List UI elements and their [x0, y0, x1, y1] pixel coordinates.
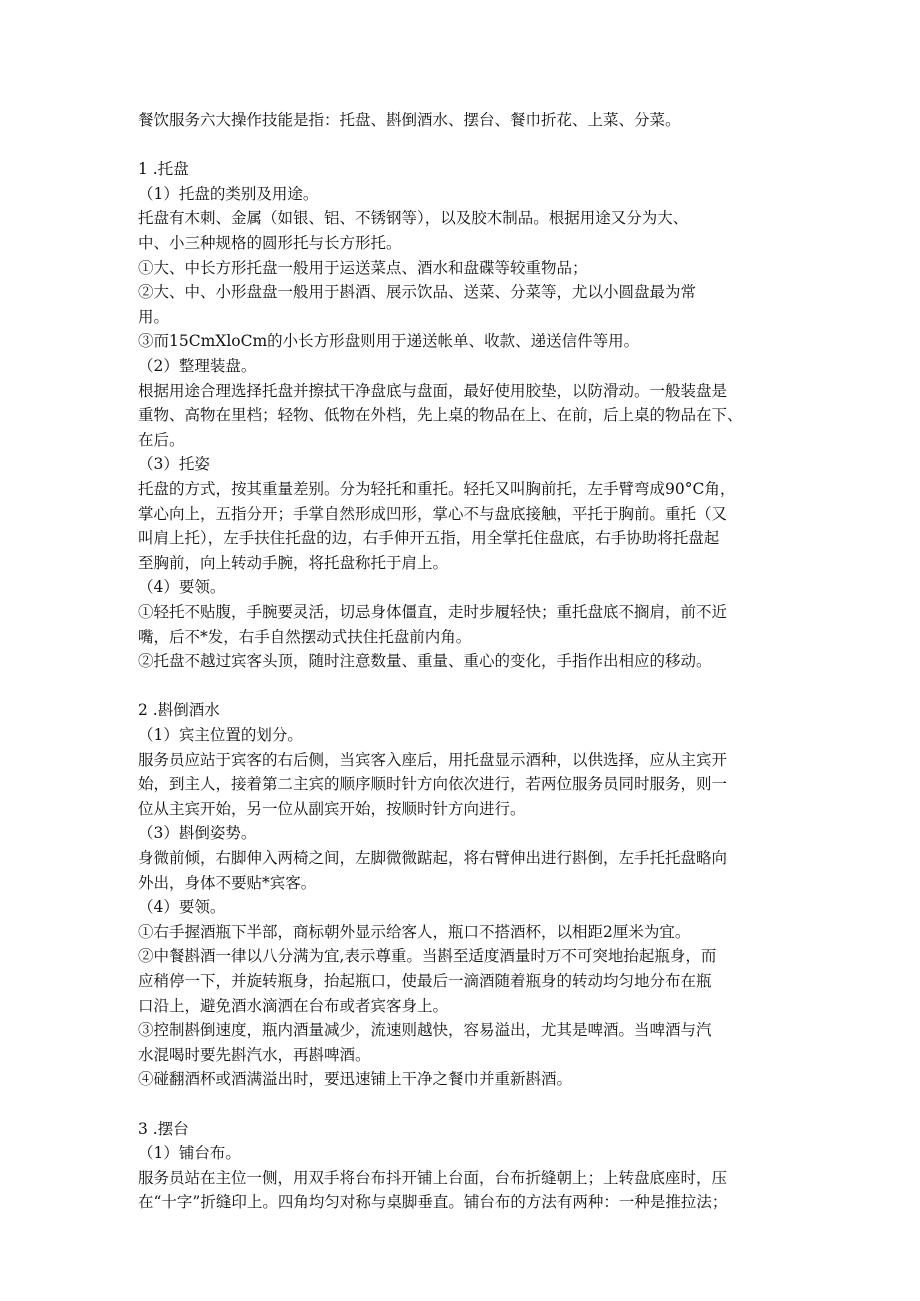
text-line: 3 .摆台 [138, 1120, 189, 1138]
text-line: ③而15CmXloCm的小长方形盘则用于递送帐单、收款、递送信件等用。 [138, 332, 640, 350]
text-line: 服务员站在主位一侧，用双手将台布抖开铺上台面，台布折缝朝上；上转盘底座时，压 [138, 1169, 728, 1187]
text-line: 至胸前，向上转动手腕，将托盘称托于肩上。 [138, 554, 449, 572]
text-line: （3）斟倒姿势。 [138, 824, 257, 842]
text-line: ①大、中长方形托盘一般用于运送菜点、酒水和盘碟等较重物品； [138, 259, 588, 277]
text-line: ①右手握酒瓶下半部，商标朝外显示给客人，瓶口不搭酒杯，以相距2厘米为宜。 [138, 923, 691, 941]
text-line: 嘴，后不*发，右手自然摆动式扶住托盘前内角。 [138, 628, 472, 646]
text-line: 外出，身体不要贴*宾客。 [138, 874, 317, 892]
text-line: 掌心向上，五指分开；手掌自然形成凹形，掌心不与盘底接触，平托于胸前。重托（又 [138, 505, 728, 523]
text-line: 1 .托盘 [138, 160, 189, 178]
text-line: （1）托盘的类别及用途。 [138, 185, 319, 203]
text-line: ②大、中、小形盘盘一般用于斟酒、展示饮品、送菜、分菜等，尤以小圆盘最为常 [138, 283, 697, 301]
text-line: ④碰翻酒杯或酒满溢出时，要迅速铺上干净之餐巾并重新斟酒。 [138, 1070, 573, 1088]
text-line: （3）托姿 [138, 455, 210, 473]
text-line: 托盘的方式，按其重量差别。分为轻托和重托。轻托又叫胸前托，左手臂弯成90°C角， [138, 480, 736, 498]
text-line: 叫肩上托），左手扶住托盘的边，右手伸开五指，用全掌托住盘底，右手协助将托盘起 [138, 529, 720, 547]
text-line: 中、小三种规格的圆形托与长方形托。 [138, 234, 402, 252]
text-line: 口沿上，避免酒水滴洒在台布或者宾客身上。 [138, 997, 449, 1015]
text-line: 根据用途合理选择托盘并擦拭干净盘底与盘面，最好使用胶垫，以防滑动。一般装盘是 [138, 382, 728, 400]
text-line: ③控制斟倒速度，瓶内酒量减少，流速则越快，容易溢出，尤其是啤酒。当啤酒与汽 [138, 1021, 712, 1039]
text-line: （1）宾主位置的划分。 [138, 726, 303, 744]
text-line: 在后。 [138, 431, 185, 449]
text-line: 用。 [138, 308, 170, 326]
text-line: 身微前倾，右脚伸入两椅之间，左脚微微踮起，将右臂伸出进行斟倒，左手托托盘略向 [138, 849, 728, 867]
text-line: 位从主宾开始，另一位从副宾开始，按顺时针方向进行。 [138, 800, 526, 818]
text-line: 托盘有木刺、金属（如银、铝、不锈钢等），以及胶木制品。根据用途又分为大、 [138, 209, 689, 227]
text-line: （1）铺台布。 [138, 1144, 241, 1162]
text-line: （4）要领。 [138, 578, 226, 596]
text-line: 重物、高物在里档；轻物、低物在外档，先上桌的物品在上、在前，后上桌的物品在下、 [138, 406, 743, 424]
text-line: ②中餐斟酒一律以八分满为宜,表示尊重。当斟至适度酒量时万不可突地抬起瓶身，而 [138, 947, 717, 965]
text-line: 餐饮服务六大操作技能是指：托盘、斟倒酒水、摆台、餐巾折花、上菜、分菜。 [138, 111, 681, 129]
text-line: ①轻托不贴腹，手腕要灵活，切忌身体僵直，走时步履轻快；重托盘底不搁肩，前不近 [138, 603, 728, 621]
text-line: 在“十字”折缝印上。四角均匀对称与桌脚垂直。铺台布的方法有两种：一种是推拉法； [138, 1193, 728, 1211]
text-line: （4）要领。 [138, 898, 226, 916]
text-line: 水混喝时要先斟汽水，再斟啤酒。 [138, 1046, 371, 1064]
text-line: 应稍停一下，并旋转瓶身，抬起瓶口，使最后一滴酒随着瓶身的转动均匀地分布在瓶 [138, 972, 712, 990]
text-line: 服务员应站于宾客的右后侧，当宾客入座后，用托盘显示酒种，以供选择，应从主宾开 [138, 751, 728, 769]
text-line: 始，到主人，接着第二主宾的顺序顺时针方向依次进行，若两位服务员同时服务，则一 [138, 775, 728, 793]
text-line: （2）整理装盘。 [138, 357, 257, 375]
text-line: ②托盘不越过宾客头顶，随时注意数量、重量、重心的变化，手指作出相应的移动。 [138, 652, 712, 670]
text-line: 2 .斟倒酒水 [138, 701, 220, 719]
